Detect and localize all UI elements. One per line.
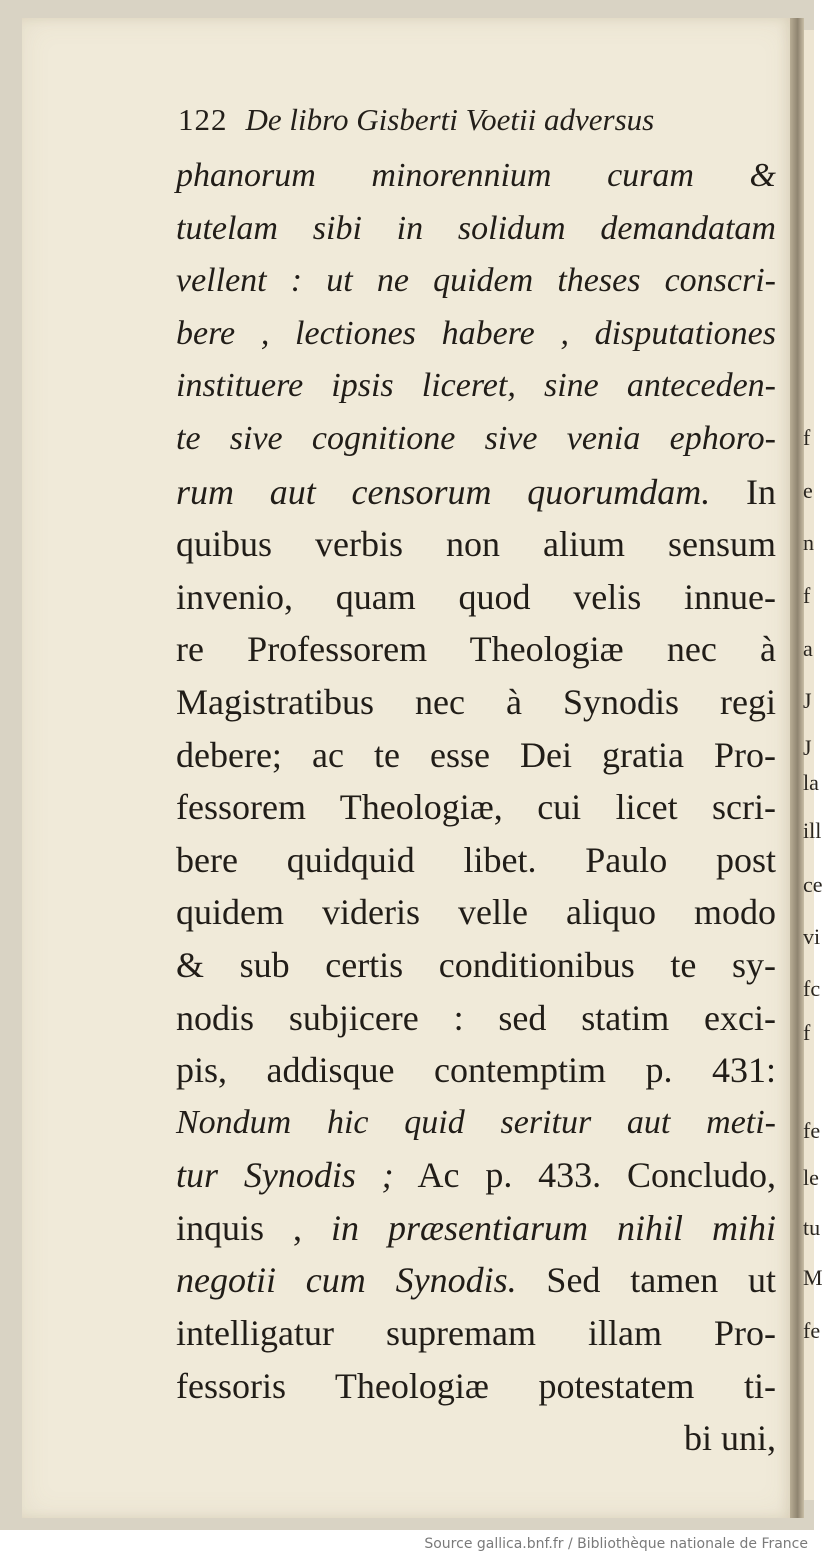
text-line: bere quidquid libet. Paulo post — [176, 839, 776, 880]
source-credit: Source gallica.bnf.fr / Bibliothèque nationale de France — [424, 1536, 808, 1552]
text-line: Magistratibus nec à Synodis regi — [176, 681, 776, 722]
text-line: fessoris Theologiæ potestatem ti- — [176, 1365, 776, 1406]
text-line — [176, 1202, 776, 1255]
text-line: vellent : ut ne quidem theses conscri- — [176, 262, 776, 300]
running-title: De libro Gisberti Voetii adversus — [245, 102, 655, 137]
text-line: quibus verbis non alium sensum — [176, 524, 776, 565]
edge-letter: f — [803, 425, 811, 450]
edge-letter: vi — [803, 924, 821, 949]
italic-segment: in præsentiarum nihil mihi — [331, 1207, 777, 1248]
text-line: invenio, quam quod velis innue- — [176, 576, 776, 617]
text-line: nodis subjicere : sed statim exci- — [176, 997, 776, 1038]
edge-letter: ill — [803, 818, 822, 843]
italic-segment: tur Synodis ; — [176, 1155, 394, 1196]
roman-segment: Sed tamen ut — [546, 1260, 777, 1301]
text-line: bere , lectiones habere , disputationes — [176, 314, 776, 352]
edge-letter: J — [803, 735, 812, 760]
edge-letter: e — [803, 478, 813, 503]
text-line: debere; ac te esse Dei gratia Pro- — [176, 734, 776, 775]
running-header — [178, 102, 768, 146]
edge-letter: f — [803, 583, 811, 608]
edge-letter: tu — [803, 1215, 821, 1240]
text-line: intelligatur supremam illam Pro- — [176, 1313, 776, 1354]
italic-segment: negotii cum Synodis. — [176, 1260, 517, 1301]
edge-letter: le — [803, 1165, 819, 1190]
text-line: te sive cognitione sive venia ephoro- — [176, 419, 776, 457]
edge-letter: M — [803, 1265, 823, 1290]
edge-letter: fc — [803, 976, 821, 1001]
edge-letter: fe — [803, 1318, 821, 1343]
text-line: instituere ipsis liceret, sine anteceden- — [176, 367, 776, 405]
text-line: re Professorem Theologiæ nec à — [176, 629, 776, 670]
edge-letter: a — [803, 636, 813, 661]
edge-letter: ce — [803, 872, 823, 897]
edge-letter: la — [803, 770, 819, 795]
text-line: pis, addisque contemptim p. 431: — [176, 1050, 776, 1091]
page-number: 122 — [178, 102, 228, 137]
text-line: Nondum hic quid seritur aut meti- — [176, 1103, 776, 1141]
edge-letter: J — [803, 688, 812, 713]
text-line: bi uni, — [683, 1418, 776, 1459]
text-line: fessorem Theologiæ, cui licet scri- — [176, 787, 776, 828]
text-line: phanorum minorennium curam & — [176, 157, 776, 194]
text-line: quidem videris velle aliquo modo — [176, 892, 776, 933]
text-line — [176, 1254, 776, 1307]
roman-segment: Ac p. 433. Concludo, — [417, 1155, 777, 1196]
text-line — [176, 1149, 776, 1202]
italic-segment: rum aut censorum quorumdam. — [176, 471, 711, 512]
edge-letter: n — [803, 530, 814, 555]
roman-segment: inquis , — [176, 1207, 303, 1248]
roman-segment: In — [746, 471, 776, 512]
text-line — [176, 466, 776, 519]
body-text — [176, 150, 776, 1465]
text-line: tutelam sibi in solidum demandatam — [176, 209, 776, 247]
text-line: & sub certis conditionibus te sy- — [176, 944, 776, 985]
edge-letter: f — [803, 1020, 811, 1045]
page-gutter — [790, 18, 804, 1518]
edge-letter: fe — [803, 1118, 821, 1143]
